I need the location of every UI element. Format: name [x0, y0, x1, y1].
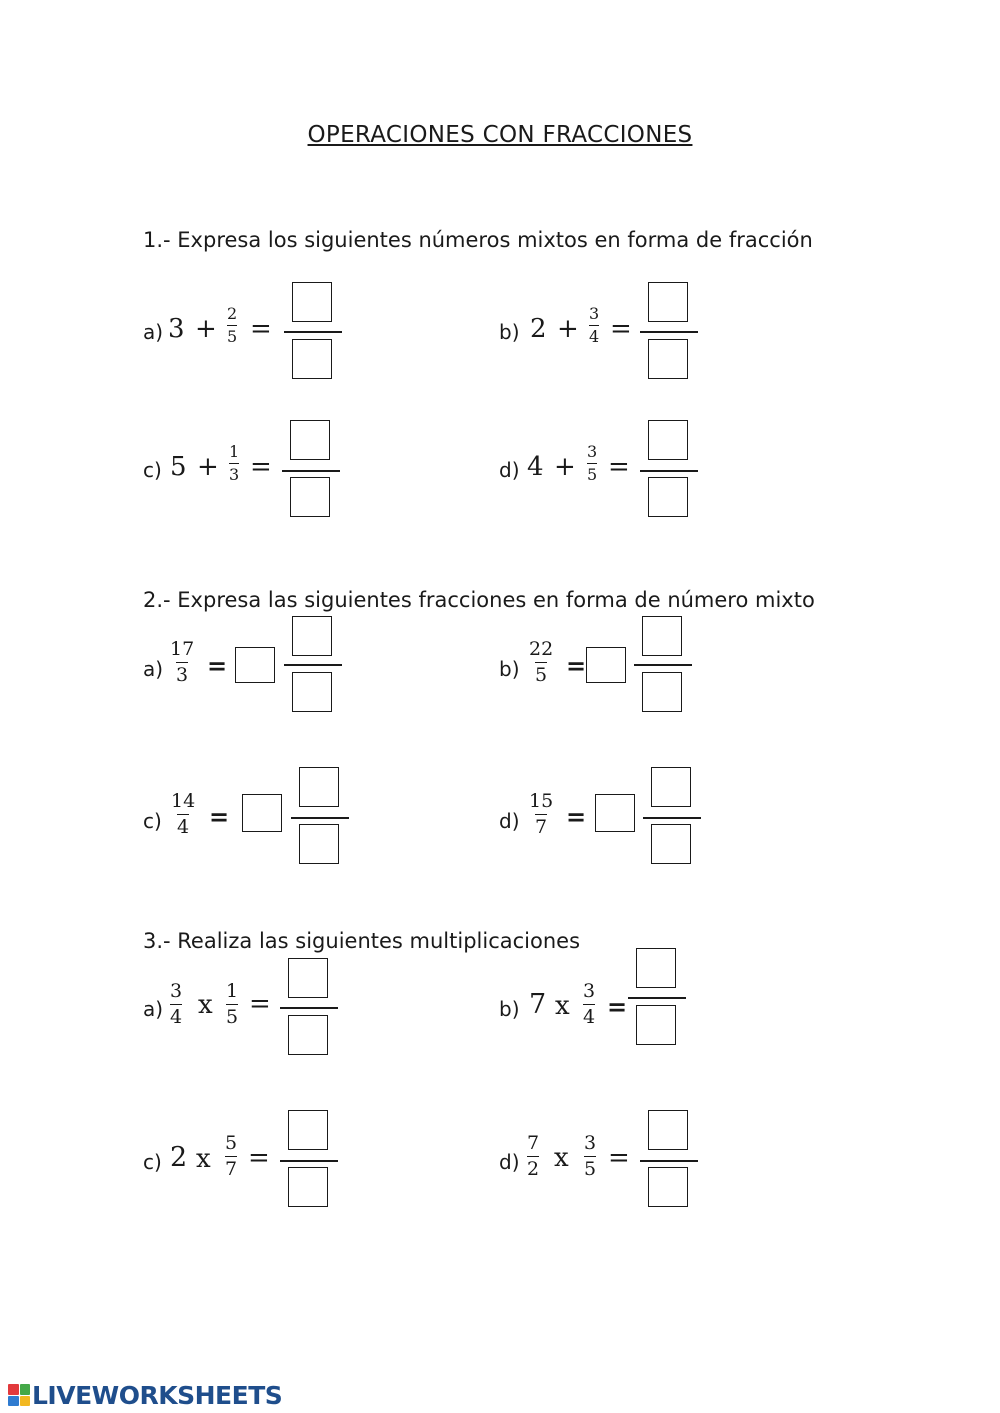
plus-sign: +: [195, 314, 217, 344]
item-label: a): [143, 657, 164, 681]
numerator-answer-box[interactable]: [651, 767, 691, 807]
fraction-bar: [284, 331, 342, 333]
fraction: [583, 982, 595, 1027]
item-label: b): [499, 320, 520, 344]
section2-heading: 2.- Expresa las siguientes fracciones en forma de número mixto: [143, 588, 815, 612]
numerator-answer-box[interactable]: [648, 282, 688, 322]
numerator-answer-box[interactable]: [642, 616, 682, 656]
times-sign: x: [554, 1143, 569, 1173]
fraction-bar: [634, 664, 692, 666]
numerator: 3: [589, 304, 600, 323]
whole-number: 5: [170, 452, 187, 482]
section2-item-b: [499, 616, 719, 726]
equals-sign: =: [607, 993, 628, 1021]
item-label: a): [143, 320, 164, 344]
item-label: b): [499, 657, 520, 681]
section3-item-d: [499, 1110, 719, 1220]
fraction: [584, 1134, 596, 1179]
denominator: 4: [177, 816, 190, 838]
numerator-answer-box[interactable]: [648, 420, 688, 460]
equals-sign: =: [566, 652, 587, 680]
denominator: 3: [176, 664, 189, 686]
numerator-answer-box[interactable]: [636, 948, 676, 988]
denominator-answer-box[interactable]: [651, 824, 691, 864]
equals-sign: =: [207, 652, 228, 680]
fraction: [170, 640, 194, 685]
whole-number: 7: [529, 989, 547, 1020]
section1-item-a: [143, 282, 363, 392]
logo-square-blue: [8, 1396, 19, 1407]
denominator: 7: [535, 816, 548, 838]
denominator-answer-box[interactable]: [288, 1015, 328, 1055]
numerator: 15: [529, 790, 554, 812]
denominator: 5: [227, 327, 238, 346]
plus-sign: +: [557, 314, 579, 344]
fraction-bar: [280, 1007, 338, 1009]
fraction-bar: [291, 817, 349, 819]
logo-square-red: [8, 1384, 19, 1395]
numerator-answer-box[interactable]: [288, 958, 328, 998]
denominator-answer-box[interactable]: [299, 824, 339, 864]
numerator-answer-box[interactable]: [648, 1110, 688, 1150]
numerator: 5: [225, 1132, 238, 1154]
times-sign: x: [555, 991, 570, 1021]
whole-answer-box[interactable]: [235, 647, 275, 683]
fraction: [587, 444, 597, 483]
denominator-answer-box[interactable]: [642, 672, 682, 712]
fraction: [170, 982, 182, 1027]
fraction: [589, 306, 599, 345]
denominator-answer-box[interactable]: [290, 477, 330, 517]
denominator: 4: [583, 1006, 596, 1028]
fraction-bar: [640, 470, 698, 472]
numerator: 1: [229, 442, 240, 461]
equals-sign: =: [610, 314, 632, 344]
numerator: 3: [584, 1132, 597, 1154]
fraction-bar: [628, 997, 686, 999]
item-label: c): [143, 809, 162, 833]
section3-heading: 3.- Realiza las siguientes multiplicaciones: [143, 929, 581, 953]
denominator-answer-box[interactable]: [292, 672, 332, 712]
section2-item-d: [499, 767, 719, 877]
section2-item-c: [143, 767, 363, 877]
equals-sign: =: [566, 803, 587, 831]
equals-sign: =: [249, 989, 271, 1019]
whole-number: 2: [170, 1142, 188, 1173]
denominator: 7: [225, 1158, 238, 1180]
equals-sign: =: [250, 452, 272, 482]
equals-sign: =: [209, 803, 230, 831]
numerator-answer-box[interactable]: [299, 767, 339, 807]
brand-wordmark: LIVEWORKSHEETS: [32, 1380, 283, 1410]
whole-number: 2: [530, 314, 547, 344]
section1-item-b: [499, 282, 719, 392]
denominator: 4: [589, 327, 600, 346]
whole-answer-box[interactable]: [242, 794, 282, 832]
whole-answer-box[interactable]: [595, 794, 635, 832]
item-label: b): [499, 997, 520, 1021]
times-sign: x: [196, 1144, 211, 1174]
logo-square-green: [20, 1384, 31, 1395]
item-label: d): [499, 458, 520, 482]
numerator: 14: [171, 790, 196, 812]
fraction: [227, 306, 237, 345]
section1-heading: 1.- Expresa los siguientes números mixtos en forma de fracción: [143, 228, 813, 252]
fraction: [225, 1134, 237, 1179]
numerator-answer-box[interactable]: [292, 282, 332, 322]
denominator: 3: [229, 465, 240, 484]
denominator: 5: [226, 1006, 239, 1028]
equals-sign: =: [250, 314, 272, 344]
denominator-answer-box[interactable]: [648, 339, 688, 379]
item-label: d): [499, 1150, 520, 1174]
numerator: 3: [583, 980, 596, 1002]
footer-brand[interactable]: [8, 1380, 282, 1410]
equals-sign: =: [608, 452, 630, 482]
numerator: 3: [170, 980, 183, 1002]
numerator: 3: [587, 442, 598, 461]
numerator-answer-box[interactable]: [290, 420, 330, 460]
equals-sign: =: [248, 1143, 270, 1173]
whole-number: 3: [168, 314, 185, 344]
fraction-bar: [284, 664, 342, 666]
fraction-bar: [640, 1160, 698, 1162]
denominator-answer-box[interactable]: [648, 477, 688, 517]
denominator: 5: [535, 664, 548, 686]
fraction: [171, 792, 195, 837]
numerator-answer-box[interactable]: [288, 1110, 328, 1150]
times-sign: x: [198, 990, 213, 1020]
item-label: c): [143, 1150, 162, 1174]
denominator-answer-box[interactable]: [636, 1005, 676, 1045]
item-label: d): [499, 809, 520, 833]
denominator-answer-box[interactable]: [648, 1167, 688, 1207]
fraction: [229, 444, 239, 483]
whole-answer-box[interactable]: [586, 647, 626, 683]
fraction: [529, 640, 553, 685]
fraction: [226, 982, 238, 1027]
numerator-answer-box[interactable]: [292, 616, 332, 656]
page-title: OPERACIONES CON FRACCIONES: [307, 122, 693, 148]
fraction-bar: [640, 331, 698, 333]
logo-square-yellow: [20, 1396, 31, 1407]
numerator: 7: [527, 1132, 540, 1154]
item-label: a): [143, 997, 164, 1021]
denominator: 5: [587, 465, 598, 484]
numerator: 22: [529, 638, 554, 660]
denominator-answer-box[interactable]: [288, 1167, 328, 1207]
section1-item-c: [143, 420, 363, 530]
plus-sign: +: [554, 452, 576, 482]
whole-number: 4: [527, 452, 544, 482]
denominator: 2: [527, 1158, 540, 1180]
fraction-bar: [643, 817, 701, 819]
section3-item-b: [499, 948, 719, 1058]
fraction: [529, 792, 553, 837]
section2-item-a: [143, 616, 363, 726]
denominator: 5: [584, 1158, 597, 1180]
fraction-bar: [282, 470, 340, 472]
denominator: 4: [170, 1006, 183, 1028]
item-label: c): [143, 458, 162, 482]
fraction: [527, 1134, 539, 1179]
numerator: 2: [227, 304, 238, 323]
numerator: 17: [170, 638, 195, 660]
section3-item-c: [143, 1110, 363, 1220]
denominator-answer-box[interactable]: [292, 339, 332, 379]
numerator: 1: [226, 980, 239, 1002]
liveworksheets-logo-icon: [8, 1384, 30, 1406]
plus-sign: +: [197, 452, 219, 482]
section3-item-a: [143, 958, 363, 1068]
fraction-bar: [280, 1160, 338, 1162]
equals-sign: =: [608, 1143, 630, 1173]
section1-item-d: [499, 420, 719, 530]
